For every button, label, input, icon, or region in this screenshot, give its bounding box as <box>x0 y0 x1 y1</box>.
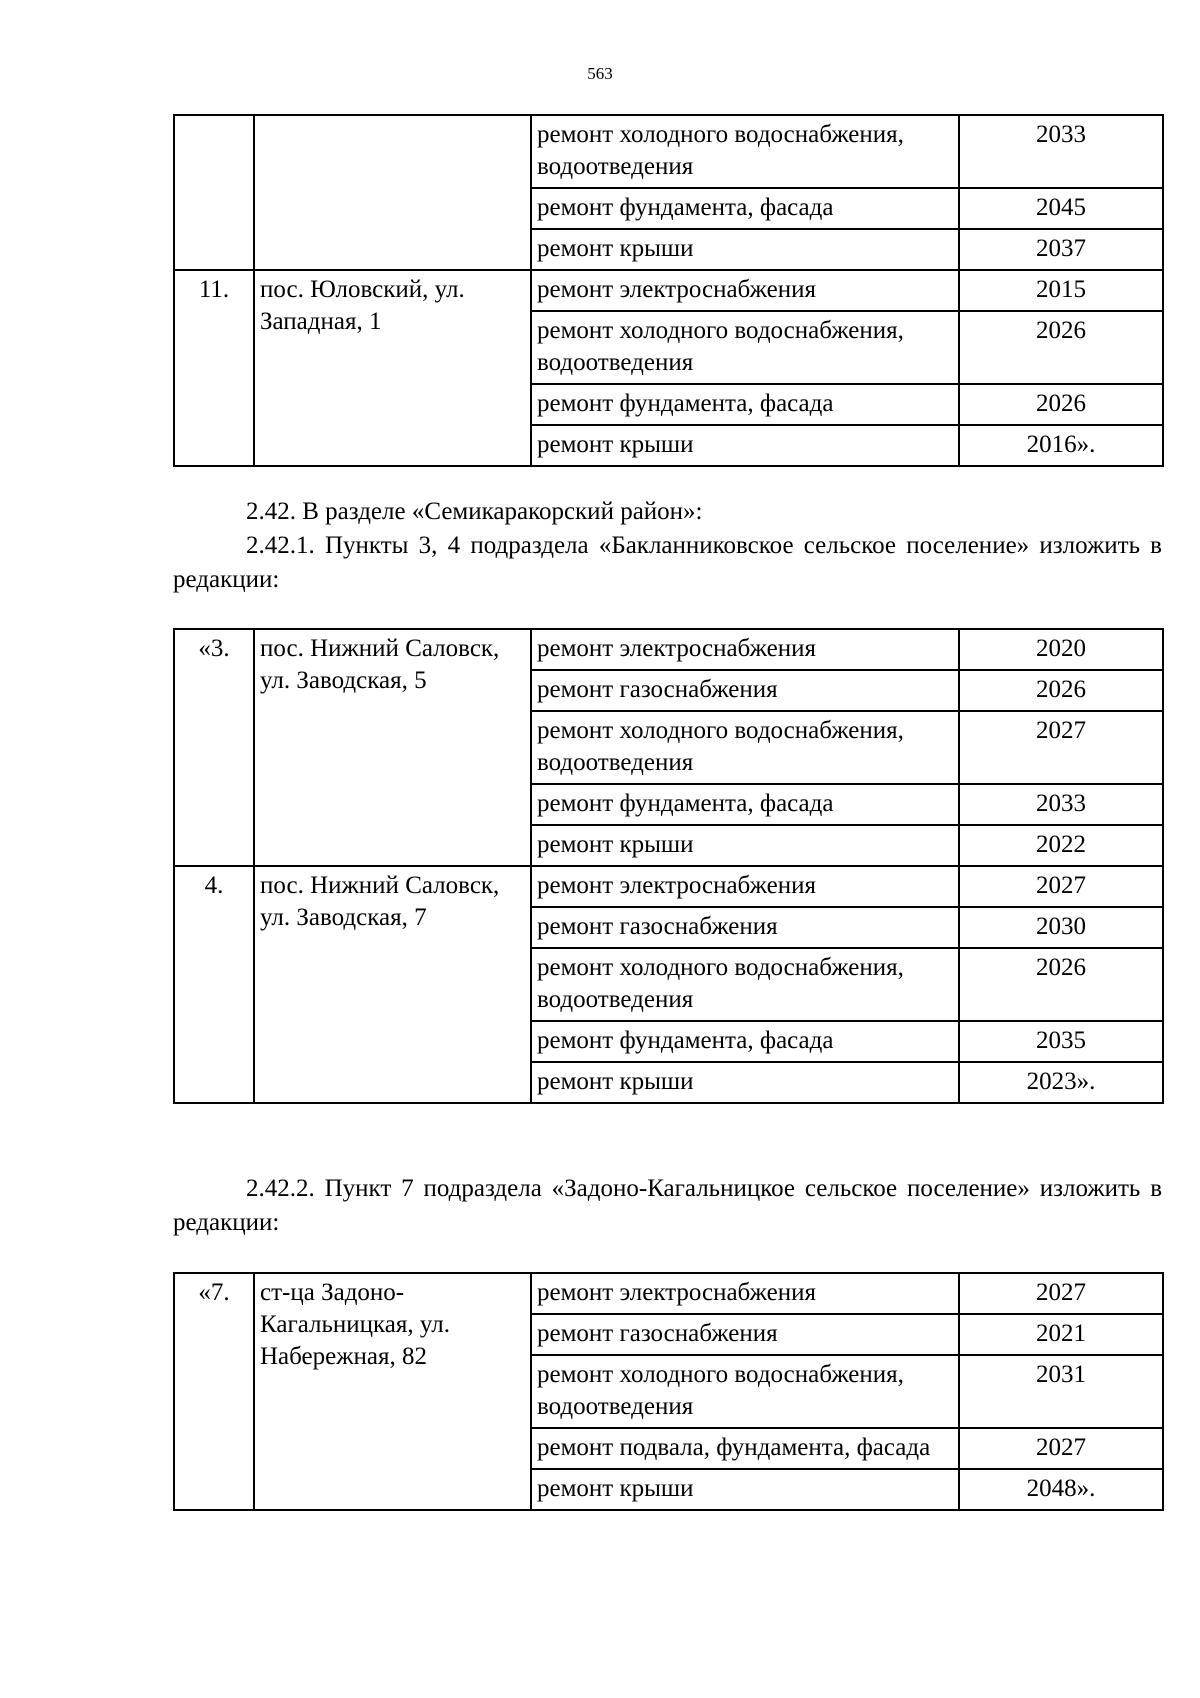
item-address: пос. Нижний Саловск, ул. Заводская, 5 <box>254 629 531 866</box>
paragraph-2-42-1: 2.42.1. Пункты 3, 4 подраздела «Бакланниковское сельское поселение» изложить в редакции: <box>173 532 1162 593</box>
work-year: 2020 <box>959 629 1163 670</box>
work-type: ремонт подвала, фундамента, фасада <box>531 1428 959 1469</box>
work-type: ремонт газоснабжения <box>531 907 959 948</box>
table-baklannikovskoe <box>173 628 1164 1104</box>
work-year: 2022 <box>959 825 1163 866</box>
work-year: 2026 <box>959 311 1163 384</box>
work-year: 2026 <box>959 384 1163 425</box>
item-address: пос. Юловский, ул. Западная, 1 <box>254 270 531 466</box>
work-type: ремонт холодного водоснабжения, водоотведения <box>531 948 959 1021</box>
work-type: ремонт холодного водоснабжения, водоотведения <box>531 311 959 384</box>
work-year: 2045 <box>959 188 1163 229</box>
item-number: «7. <box>174 1273 254 1510</box>
work-type: ремонт крыши <box>531 425 959 466</box>
work-year: 2015 <box>959 270 1163 311</box>
work-type: ремонт холодного водоснабжения, водоотведения <box>531 115 959 188</box>
work-type: ремонт фундамента, фасада <box>531 384 959 425</box>
table-continuation <box>173 114 1164 467</box>
work-year: 2021 <box>959 1314 1163 1355</box>
table-row <box>174 270 1163 311</box>
work-year: 2027 <box>959 1428 1163 1469</box>
work-type: ремонт холодного водоснабжения, водоотведения <box>531 1355 959 1428</box>
work-year: 2023». <box>959 1062 1163 1103</box>
item-address: ст-ца Задоно-Кагальницкая, ул. Набережная, 82 <box>254 1273 531 1510</box>
item-address <box>254 115 531 270</box>
work-year: 2033 <box>959 784 1163 825</box>
work-year: 2031 <box>959 1355 1163 1428</box>
paragraph-2-42-2: 2.42.2. Пункт 7 подраздела «Задоно-Кагальницкое сельское поселение» изложить в редакции: <box>173 1175 1162 1236</box>
work-type: ремонт холодного водоснабжения, водоотведения <box>531 711 959 784</box>
table-row <box>174 866 1163 907</box>
work-type: ремонт электроснабжения <box>531 1273 959 1314</box>
work-year: 2037 <box>959 229 1163 270</box>
item-number: 11. <box>174 270 254 466</box>
work-type: ремонт фундамента, фасада <box>531 1021 959 1062</box>
work-year: 2027 <box>959 866 1163 907</box>
work-year: 2026 <box>959 948 1163 1021</box>
table-row <box>174 1273 1163 1314</box>
work-year: 2048». <box>959 1469 1163 1510</box>
table-zadono-kagalnitskoe <box>173 1272 1164 1511</box>
section-heading: 2.42. В разделе «Семикаракорский район»: <box>246 498 703 525</box>
work-type: ремонт крыши <box>531 825 959 866</box>
work-type: ремонт крыши <box>531 1062 959 1103</box>
work-type: ремонт крыши <box>531 229 959 270</box>
work-type: ремонт электроснабжения <box>531 270 959 311</box>
work-type: ремонт газоснабжения <box>531 670 959 711</box>
table-row <box>174 115 1163 188</box>
work-year: 2026 <box>959 670 1163 711</box>
work-year: 2033 <box>959 115 1163 188</box>
work-type: ремонт фундамента, фасада <box>531 784 959 825</box>
table-row <box>174 629 1163 670</box>
work-year: 2027 <box>959 711 1163 784</box>
work-year: 2027 <box>959 1273 1163 1314</box>
item-number: 4. <box>174 866 254 1103</box>
work-year: 2035 <box>959 1021 1163 1062</box>
item-number <box>174 115 254 270</box>
item-address: пос. Нижний Саловск, ул. Заводская, 7 <box>254 866 531 1103</box>
work-type: ремонт крыши <box>531 1469 959 1510</box>
work-type: ремонт электроснабжения <box>531 866 959 907</box>
work-year: 2016». <box>959 425 1163 466</box>
work-type: ремонт газоснабжения <box>531 1314 959 1355</box>
item-number: «3. <box>174 629 254 866</box>
work-type: ремонт фундамента, фасада <box>531 188 959 229</box>
work-type: ремонт электроснабжения <box>531 629 959 670</box>
page-number: 563 <box>587 64 613 83</box>
work-year: 2030 <box>959 907 1163 948</box>
